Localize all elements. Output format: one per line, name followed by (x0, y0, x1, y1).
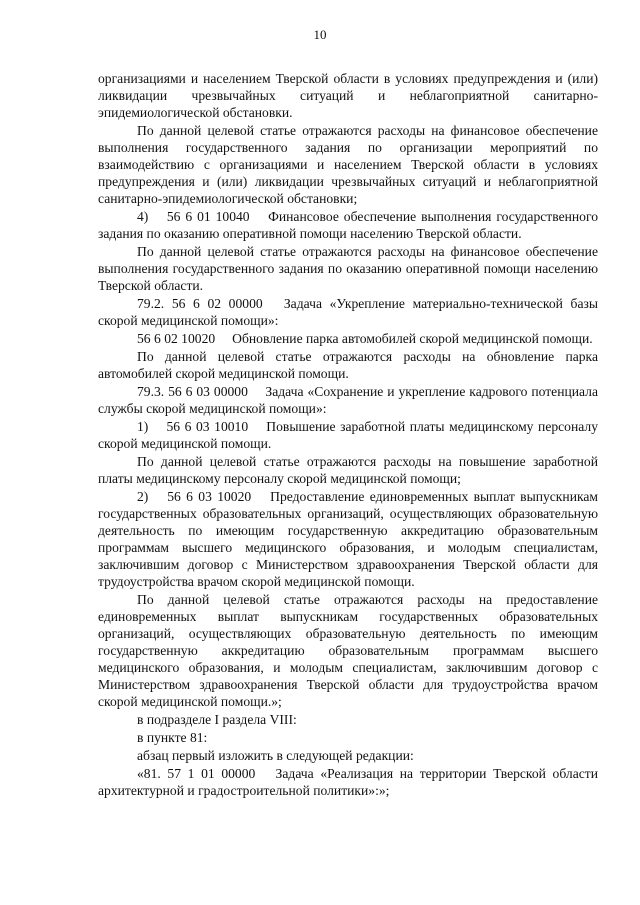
paragraph: 2) 56 6 03 10020 Предоставление единовременных выплат выпускникам государственных образовательных организаций, осуществляющих образовательную деятельность по имеющим государственную аккредитацию образовательным программам высшего медицинского образования, и молодым специалистам, заключившим договор с Министерством здравоохранения Тверской области для трудоустройства врачом скорой медицинской помощи. (98, 489, 598, 589)
paragraph: По данной целевой статье отражаются расходы на финансовое обеспечение выполнения государственного задания по оказанию оперативной помощи населению Тверской области. (98, 244, 598, 293)
paragraph: в подразделе I раздела VIII: (137, 712, 297, 727)
document-body (98, 70, 598, 799)
paragraph: 56 6 02 10020 Обновление парка автомобилей скорой медицинской помощи. (137, 331, 593, 346)
paragraph: организациями и населением Тверской области в условиях предупреждения и (или) ликвидации чрезвычайных ситуаций и неблагоприятной санитарно-эпидемиологической обстановки. (98, 71, 598, 120)
paragraph: По данной целевой статье отражаются расходы на предоставление единовременных выплат выпускникам государственных образовательных организаций, осуществляющих образовательную деятельность по имеющим государственную аккредитацию образовательным программам высшего медицинского образования, и молодым специалистам, заключившим договор с Министерством здравоохранения Тверской области для трудоустройства врачом скорой медицинской помощи.»; (98, 592, 598, 709)
paragraph: в пункте 81: (137, 730, 208, 745)
paragraph: 79.3. 56 6 03 00000 Задача «Сохранение и укрепление кадрового потенциала службы скорой медицинской помощи»: (98, 384, 598, 416)
paragraph: 1) 56 6 03 10010 Повышение заработной платы медицинскому персоналу скорой медицинской помощи. (98, 419, 598, 451)
paragraph: «81. 57 1 01 00000 Задача «Реализация на территории Тверской области архитектурной и градостроительной политики»:»; (98, 766, 598, 798)
paragraph: По данной целевой статье отражаются расходы на повышение заработной платы медицинскому персоналу скорой медицинской помощи; (98, 454, 598, 486)
paragraph: 4) 56 6 01 10040 Финансовое обеспечение выполнения государственного задания по оказанию оперативной помощи населению Тверской области. (98, 209, 598, 241)
paragraph: По данной целевой статье отражаются расходы на обновление парка автомобилей скорой медицинской помощи. (98, 349, 598, 381)
paragraph: абзац первый изложить в следующей редакции: (137, 748, 414, 763)
page-number: 10 (313, 27, 327, 42)
paragraph: По данной целевой статье отражаются расходы на финансовое обеспечение выполнения государственного задания по организации мероприятий по взаимодействию с организациями и населением Тверской области в условиях предупреждения и (или) ликвидации чрезвычайных ситуаций и неблагоприятной санитарно-эпидемиологической обстановки; (98, 123, 598, 206)
paragraph: 79.2. 56 6 02 00000 Задача «Укрепление материально-технической базы скорой медицинской помощи»: (98, 296, 598, 328)
